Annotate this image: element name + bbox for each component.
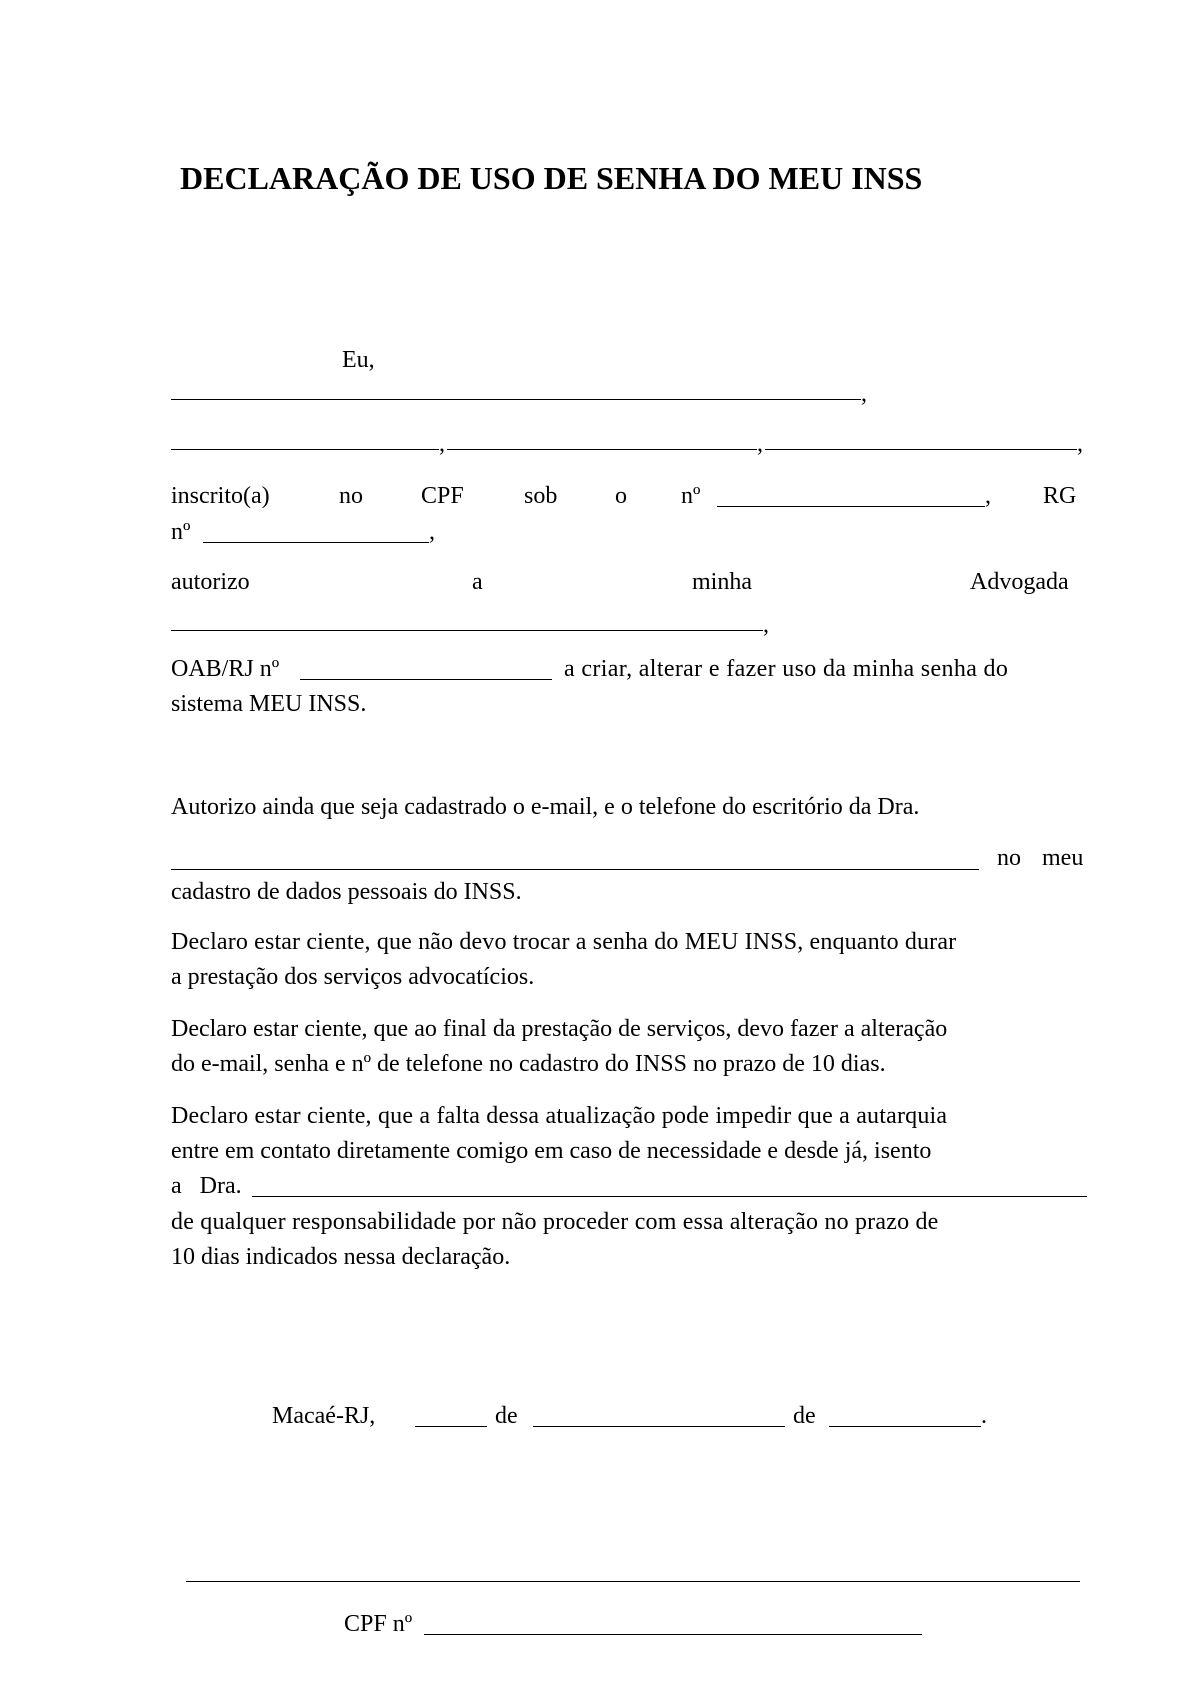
autorizo-word-minha: minha bbox=[692, 569, 752, 595]
cpf-word-numero: nº bbox=[681, 483, 701, 509]
autorizo-word-a: a bbox=[472, 569, 483, 595]
oab-number-blank[interactable] bbox=[300, 679, 552, 680]
name-comma: , bbox=[861, 381, 867, 407]
autorizo-word: autorizo bbox=[171, 569, 250, 595]
oab-text-line2: sistema MEU INSS. bbox=[171, 691, 367, 717]
blank-comma-3: , bbox=[1077, 431, 1083, 457]
falta-paragraph-line1: Declaro estar ciente, que a falta dessa atualização pode impedir que a autarquia bbox=[171, 1103, 948, 1129]
rg-number-blank[interactable] bbox=[203, 542, 429, 543]
falta-paragraph-line4: de qualquer responsabilidade por não proceder com essa alteração no prazo de bbox=[171, 1209, 939, 1235]
cpf-word-o: o bbox=[615, 483, 627, 509]
senha-paragraph-line1: Declaro estar ciente, que não devo trocar a senha do MEU INSS, enquanto durar bbox=[171, 929, 957, 955]
nationality-blank[interactable] bbox=[171, 449, 439, 450]
profession-blank[interactable] bbox=[765, 449, 1077, 450]
date-end: . bbox=[981, 1403, 987, 1429]
final-paragraph-line2: do e-mail, senha e nº de telefone no cadastro do INSS no prazo de 10 dias. bbox=[171, 1051, 886, 1077]
autorizo-ainda-no: no bbox=[997, 845, 1021, 871]
signature-cpf-blank[interactable] bbox=[424, 1634, 922, 1635]
oab-label: OAB/RJ nº bbox=[171, 656, 280, 682]
rg-label: RG bbox=[1043, 483, 1077, 509]
office-blank[interactable] bbox=[171, 869, 979, 870]
marital-status-blank[interactable] bbox=[447, 449, 757, 450]
cpf-word-cpf: CPF bbox=[421, 483, 464, 509]
autorizo-ainda-line1: Autorizo ainda que seja cadastrado o e-mail, e o telefone do escritório da Dra. bbox=[171, 794, 920, 820]
falta-paragraph-line2: entre em contato diretamente comigo em caso de necessidade e desde já, isento bbox=[171, 1138, 932, 1164]
falta-paragraph-line3: a Dra. bbox=[171, 1173, 242, 1199]
lawyer-name-blank[interactable] bbox=[171, 630, 763, 631]
autorizo-ainda-meu: meu bbox=[1042, 845, 1084, 871]
falta-lawyer-blank[interactable] bbox=[252, 1196, 1087, 1197]
date-de-2: de bbox=[793, 1403, 816, 1429]
rg-number-label: nº bbox=[171, 519, 191, 545]
blank-comma-1: , bbox=[439, 431, 445, 457]
document-title: DECLARAÇÃO DE USO DE SENHA DO MEU INSS bbox=[180, 160, 923, 196]
cpf-word-inscrito: inscrito(a) bbox=[171, 483, 270, 509]
signature-line[interactable] bbox=[186, 1581, 1080, 1582]
cpf-comma: , bbox=[985, 483, 991, 509]
final-paragraph-line1: Declaro estar ciente, que ao final da prestação de serviços, devo fazer a alteração bbox=[171, 1016, 948, 1042]
name-blank[interactable] bbox=[171, 399, 861, 400]
autorizo-word-advogada: Advogada bbox=[970, 569, 1069, 595]
falta-paragraph-line5: 10 dias indicados nessa declaração. bbox=[171, 1244, 511, 1270]
cpf-word-no: no bbox=[339, 483, 363, 509]
date-day-blank[interactable] bbox=[415, 1426, 487, 1427]
blank-comma-2: , bbox=[757, 431, 763, 457]
eu-label: Eu, bbox=[342, 347, 375, 373]
senha-paragraph-line2: a prestação dos serviços advocatícios. bbox=[171, 964, 535, 990]
date-year-blank[interactable] bbox=[829, 1426, 981, 1427]
signature-cpf-label: CPF nº bbox=[344, 1611, 413, 1637]
cpf-number-blank[interactable] bbox=[717, 506, 985, 507]
oab-text: a criar, alterar e fazer uso da minha senha do bbox=[564, 656, 1009, 682]
cpf-word-sob: sob bbox=[524, 483, 558, 509]
date-city: Macaé-RJ, bbox=[272, 1403, 376, 1429]
lawyer-name-comma: , bbox=[763, 612, 769, 638]
date-de-1: de bbox=[495, 1403, 518, 1429]
rg-comma: , bbox=[429, 519, 435, 545]
autorizo-ainda-line3: cadastro de dados pessoais do INSS. bbox=[171, 879, 522, 905]
date-month-blank[interactable] bbox=[533, 1426, 785, 1427]
